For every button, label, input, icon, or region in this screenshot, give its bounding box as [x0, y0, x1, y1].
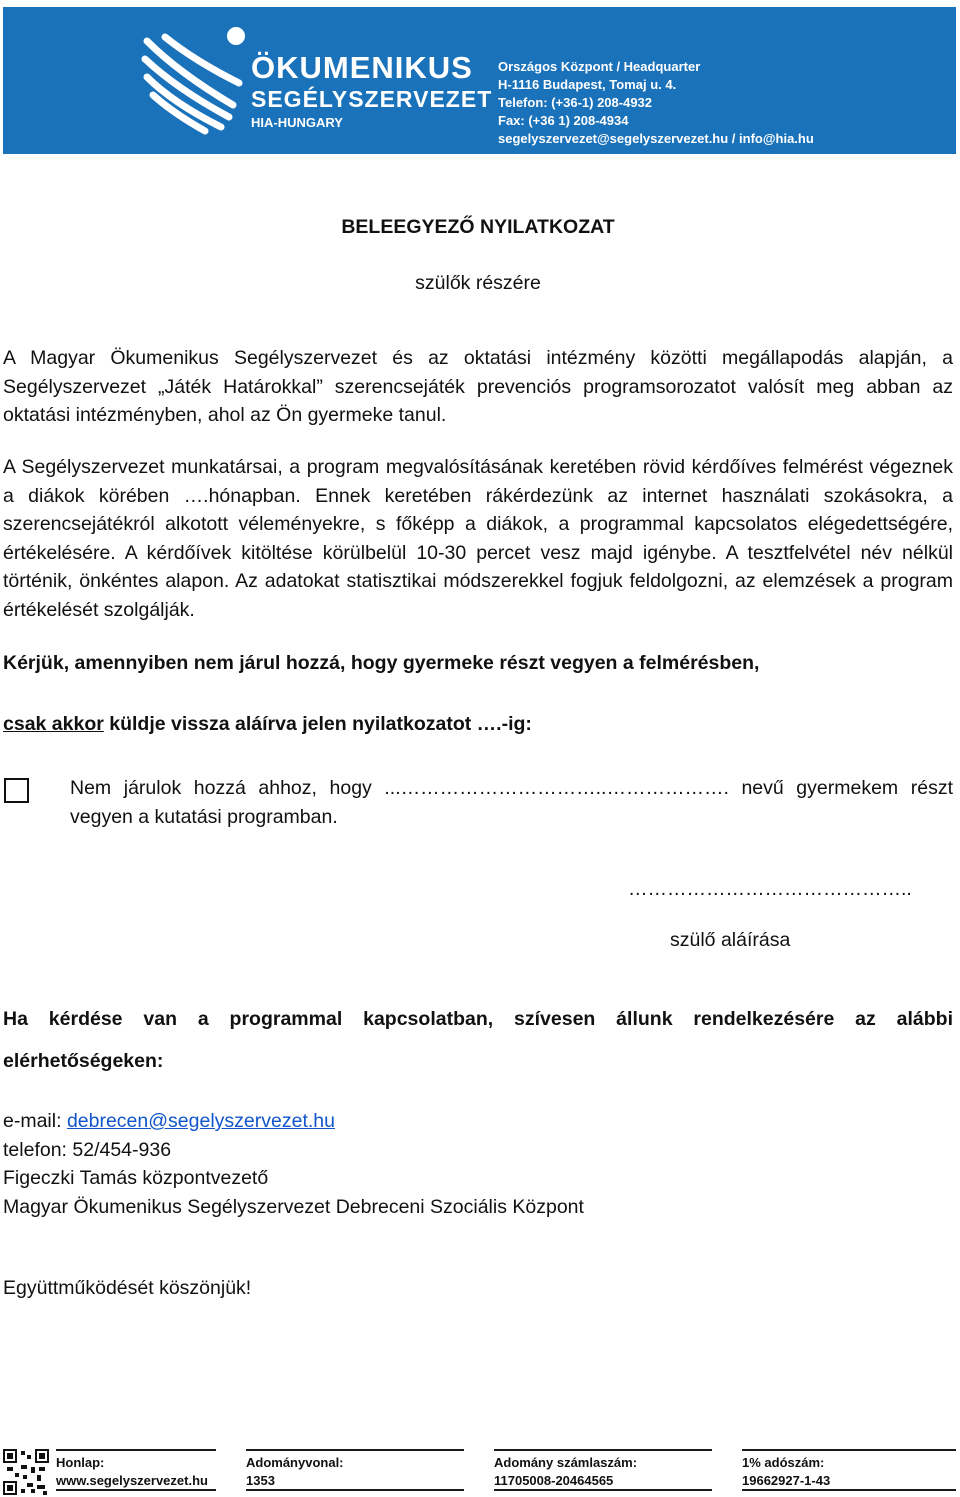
document-title: BELEEGYEZŐ NYILATKOZAT: [341, 216, 615, 238]
qr-code-icon: [3, 1449, 49, 1495]
brand-subname: SEGÉLYSZERVEZET: [251, 86, 493, 112]
footer-tax-number: [742, 1449, 956, 1491]
footer-bank-value: 11705008-20464565: [494, 1473, 614, 1488]
document-subtitle: szülők részére: [415, 272, 541, 294]
footer-website: [56, 1449, 216, 1491]
email-line: [3, 1107, 953, 1136]
request-line-1: Kérjük, amennyiben nem járul hozzá, hogy gyermeke részt vegyen a felmérésben,: [3, 652, 760, 674]
organization-logo-icon: [139, 25, 249, 135]
request-underlined: csak akkor: [3, 713, 104, 735]
hq-phone: Telefon: (+36-1) 208-4932: [498, 95, 653, 110]
email-label: e-mail:: [3, 1110, 67, 1132]
hq-email: segelyszervezet@segelyszervezet.hu / info@hia.hu: [498, 131, 814, 146]
footer-donation-label: Adományvonal:: [246, 1455, 344, 1470]
hq-address: H-1116 Budapest, Tomaj u. 4.: [498, 77, 677, 92]
contact-question: Ha kérdése van a programmal kapcsolatban, szívesen állunk rendelkezésére az alábbi elérhetőségeken:: [3, 1008, 953, 1072]
signature-label: szülő aláírása: [670, 929, 791, 951]
footer-donation-line: [246, 1449, 464, 1491]
footer-tax-label: 1% adószám:: [742, 1455, 825, 1470]
phone-line: telefon: 52/454-936: [3, 1138, 172, 1161]
letterhead-banner: [3, 7, 956, 154]
thanks-line: Együttműködését köszönjük!: [3, 1277, 252, 1299]
footer-website-value: www.segelyszervezet.hu: [56, 1473, 208, 1488]
intro-paragraph: A Magyar Ökumenikus Segélyszervezet és az oktatási intézmény közötti megállapodás alapján, a Segélyszervezet „Játék Határokkal” szerencsejáték prevenciós programsorozatot valósít meg abban az oktatási intézményben, ahol az Ön gyermeke tanul.: [3, 347, 953, 426]
brand-tag: HIA-HUNGARY: [251, 115, 343, 130]
footer-tax-value: 19662927-1-43: [742, 1473, 831, 1488]
hq-fax: Fax: (+36 1) 208-4934: [498, 113, 629, 128]
request-line-2: [3, 713, 953, 736]
signature-line: ……………………………………..: [628, 878, 912, 900]
contact-block: [3, 1107, 953, 1221]
footer-bank-label: Adomány számlaszám:: [494, 1455, 638, 1470]
request-rest: küldje vissza aláírva jelen nyilatkozatot ….-ig:: [103, 713, 532, 735]
footer-website-label: Honlap:: [56, 1455, 105, 1470]
contact-person: Figeczki Tamás központvezető: [3, 1167, 269, 1189]
headquarter-info: [498, 58, 953, 148]
hq-title: Országos Központ / Headquarter: [498, 59, 701, 74]
brand-name: ÖKUMENIKUS: [251, 50, 473, 85]
email-link[interactable]: debrecen@segelyszervezet.hu: [66, 1110, 335, 1132]
decline-checkbox[interactable]: [4, 778, 29, 803]
decline-option-text: Nem járulok hozzá ahhoz, hogy ...…………………………..………………. nevű gyermekem részt vegyen a kutatási programban.: [70, 777, 953, 828]
footer-donation-value: 1353: [246, 1473, 275, 1488]
survey-paragraph: A Segélyszervezet munkatársai, a program megvalósításának keretében rövid kérdőíves felmérést végeznek a diákok körében ….hónapban. Ennek keretében rákérdezünk az internet használati szokásokra, a szerencsejátékról alkotott véleményekre, s főképp a diákok, a programmal kapcsolatos elégedettségére, értékelésére. A kérdőívek kitöltése körülbelül 10-30 percet vesz majd igénybe. A tesztfelvétel név nélkül történik, önkéntes alapon. Az adatokat statisztikai módszerekkel fogjuk feldolgozni, az elemzések a program értékelését szolgálják.: [3, 456, 953, 621]
footer-bank-account: [494, 1449, 712, 1491]
contact-organization: Magyar Ökumenikus Segélyszervezet Debreceni Szociális Központ: [3, 1195, 584, 1218]
